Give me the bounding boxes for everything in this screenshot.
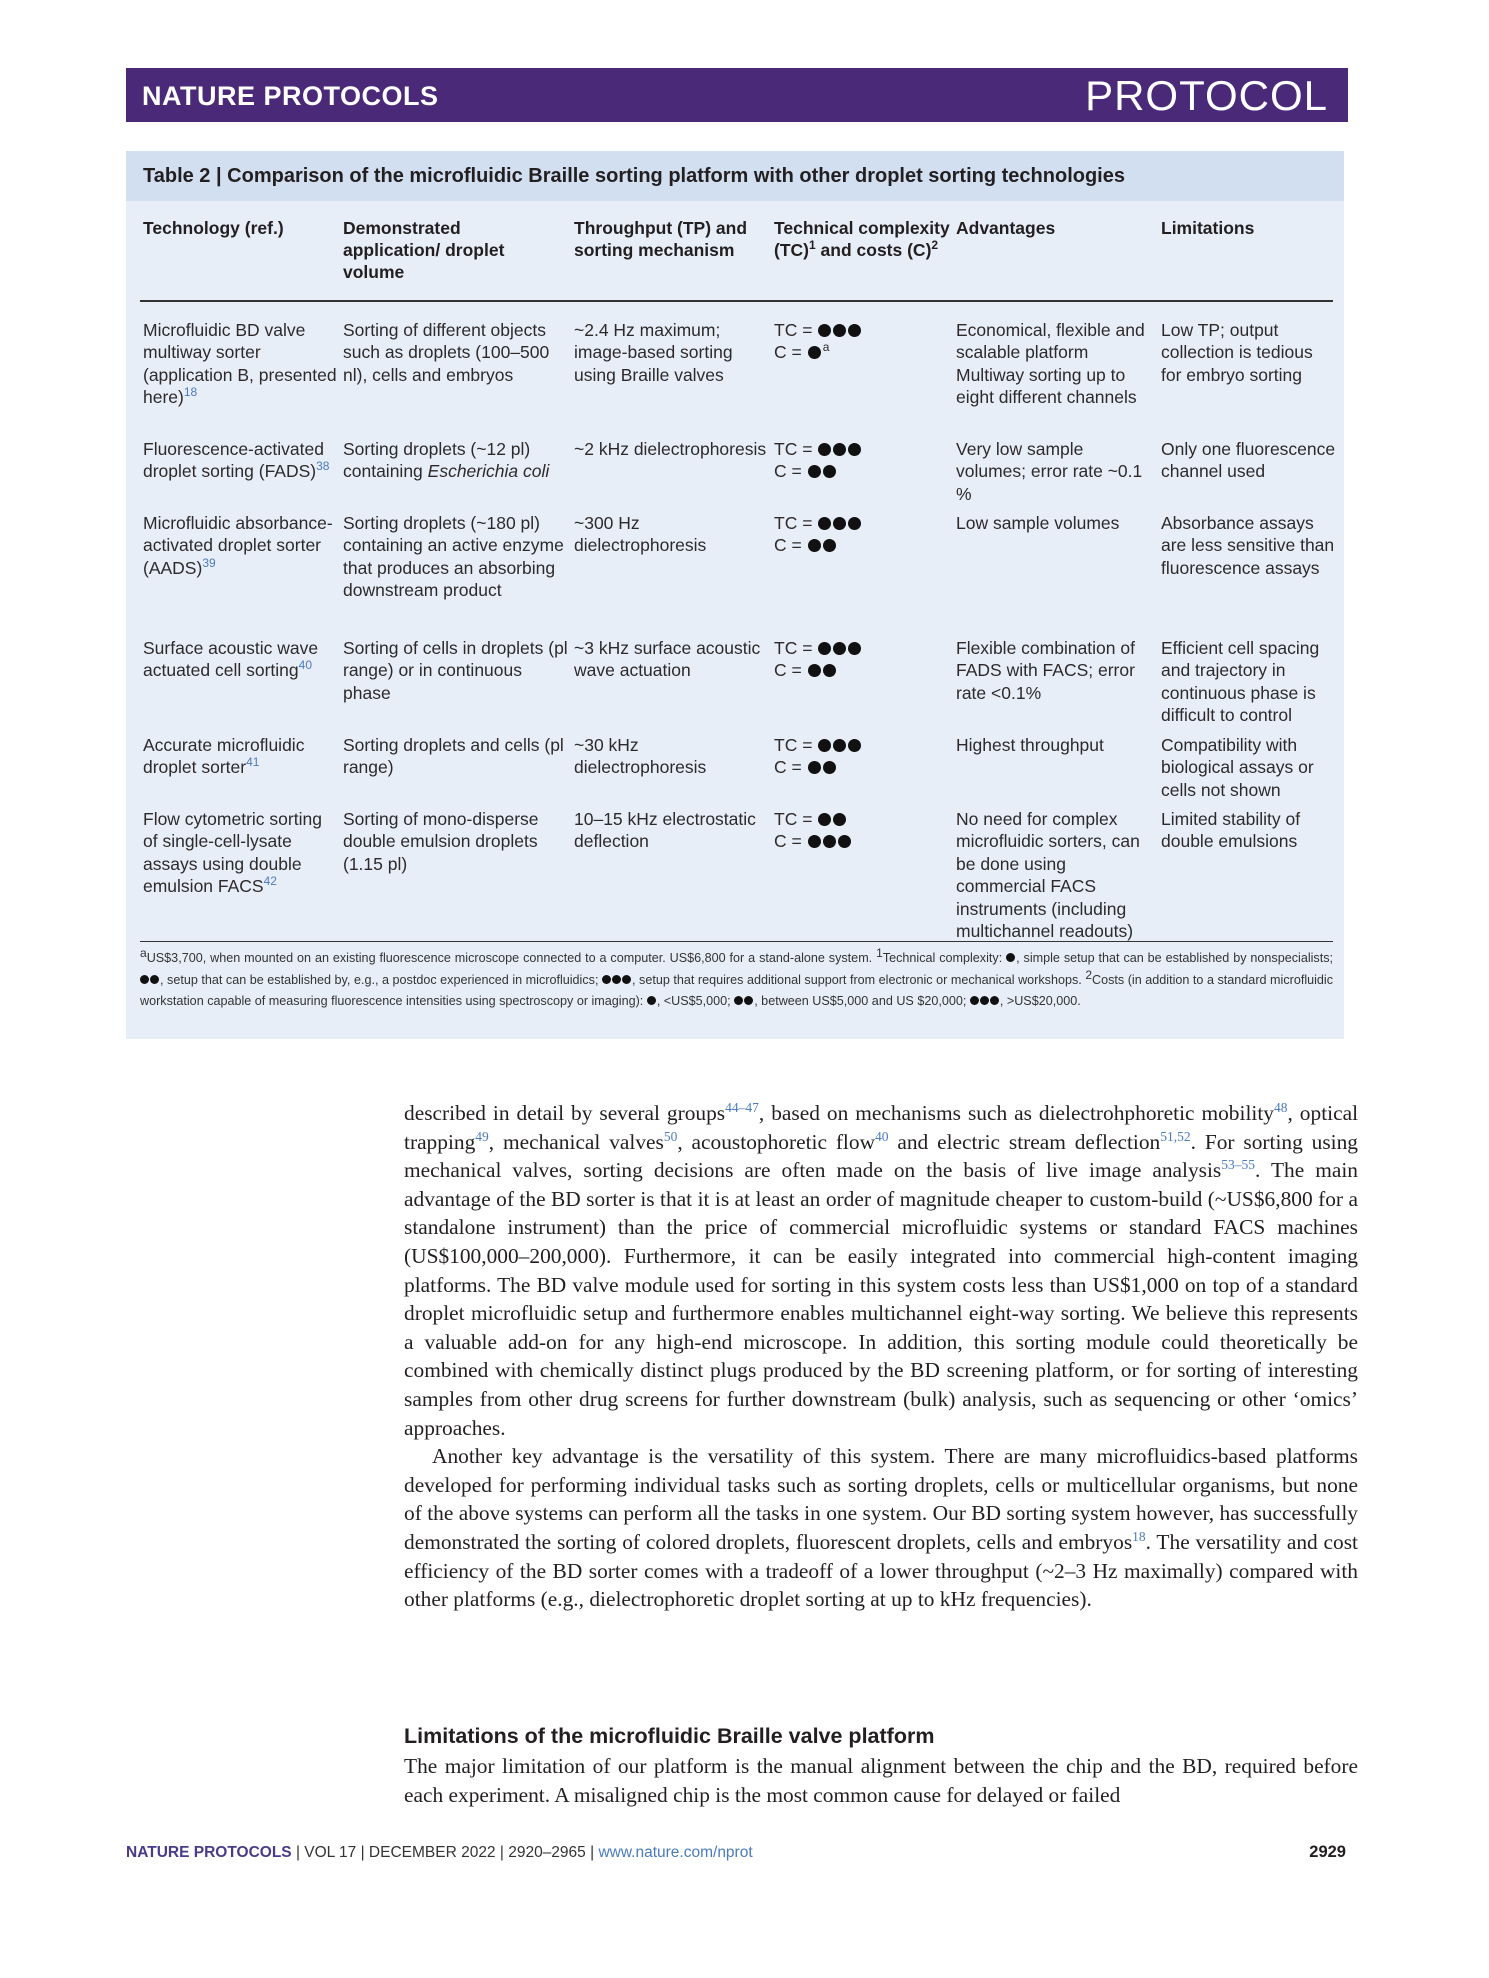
citation: 42 <box>263 874 277 889</box>
table-2 <box>126 151 1344 1039</box>
fn-tc-intro: Technical complexity: <box>882 951 1003 965</box>
citation: 48 <box>1273 1099 1288 1115</box>
citation: 39 <box>202 555 216 570</box>
cell-advantages: Flexible combination of FADS with FACS; error rate <0.1% <box>956 638 1135 703</box>
tc-label: TC = <box>774 735 813 755</box>
col-header-complexity <box>774 217 954 261</box>
tc-label: TC = <box>774 513 813 533</box>
text-run: . For sorting using mechanical valves, sorting decisions are often made on the basis of live image analysis <box>404 1129 1358 1183</box>
tc-label: TC = <box>774 638 813 658</box>
cell-application: Sorting droplets (~180 pl) containing an active enzyme that produces an absorbing downstream product <box>343 513 564 601</box>
dot-icon <box>848 443 861 456</box>
dot-icon <box>848 324 861 337</box>
cell-throughput: ~300 Hz dielectrophoresis <box>574 513 707 556</box>
cell-advantages: Low sample volumes <box>956 513 1120 533</box>
dot-icon <box>823 835 836 848</box>
table-bottom-rule <box>140 941 1333 942</box>
technology-text: Accurate microfluidic droplet sorter <box>143 735 305 778</box>
cell-throughput: 10–15 kHz electrostatic deflection <box>574 809 756 852</box>
fn-tc-1: , simple setup that can be established by nonspecialists; <box>1016 951 1334 965</box>
tc-rating <box>774 438 914 460</box>
dot-icon <box>818 739 831 752</box>
col-header-throughput: Throughput (TP) and sorting mechanism <box>574 218 748 260</box>
dot-icon <box>823 761 836 774</box>
cell-technology <box>143 734 338 779</box>
page-number: 2929 <box>1309 1843 1346 1861</box>
citation: 44–47 <box>725 1099 759 1115</box>
dot-icon <box>838 835 851 848</box>
citation: 38 <box>316 459 330 474</box>
page-footer <box>126 1844 753 1862</box>
cell-advantages: No need for complex microfluidic sorters, can be done using commercial FACS instruments (including multichannel readouts) <box>956 809 1140 942</box>
table-label: Table 2 | <box>143 165 222 187</box>
citation: 18 <box>1132 1528 1146 1544</box>
dot-icon <box>808 835 821 848</box>
cost-rating <box>774 534 914 556</box>
header-sup-2: 2 <box>931 238 939 253</box>
separator: | <box>495 1844 509 1861</box>
cell-limitations: Efficient cell spacing and trajectory in continuous phase is difficult to control <box>1161 638 1320 726</box>
c-label: C = <box>774 831 802 852</box>
dot-icon <box>818 517 831 530</box>
cell-advantages: Very low sample volumes; error rate ~0.1 % <box>956 439 1143 504</box>
dot-icon <box>848 739 861 752</box>
cost-rating <box>774 756 914 778</box>
dot-icon <box>808 761 821 774</box>
paragraph-1 <box>404 1099 1358 1442</box>
cell-throughput: ~2.4 Hz maximum; image-based sorting using Braille valves <box>574 320 733 385</box>
tc-label: TC = <box>774 439 813 459</box>
dot-icon <box>833 517 846 530</box>
cell-throughput: ~30 kHz dielectrophoresis <box>574 735 707 778</box>
fn-tc-3: , setup that requires additional support from electronic or mechanical workshops. <box>632 972 1082 987</box>
dot-icon <box>823 664 836 677</box>
cell-application: Sorting of cells in droplets (pl range) or in continuous phase <box>343 638 568 703</box>
table-caption-bar <box>126 151 1344 201</box>
fn-c-mark: 2 <box>1085 967 1093 982</box>
cell-complexity-cost <box>774 734 914 779</box>
technology-text: Microfluidic absorbance-activated droplet sorter (AADS) <box>143 513 333 578</box>
col-header-complexity-c: and costs (C) <box>820 240 932 260</box>
body-text <box>404 1099 1358 1614</box>
col-header-advantages: Advantages <box>956 218 1056 238</box>
cell-application: Sorting of mono-disperse double emulsion droplets (1.15 pl) <box>343 809 539 874</box>
citation: 50 <box>663 1128 678 1144</box>
cell-technology <box>143 512 338 579</box>
cost-rating <box>774 830 914 852</box>
text-run: , optical trapping <box>404 1101 1359 1154</box>
tc-rating <box>774 734 914 756</box>
journal-name: NATURE PROTOCOLS <box>142 81 439 111</box>
cell-technology <box>143 319 338 409</box>
tc-rating <box>774 319 914 341</box>
journal-header <box>126 68 1348 122</box>
text-run: , acoustophoretic flow <box>677 1129 876 1154</box>
fn-c-1: , <US$5,000; <box>656 994 731 1008</box>
citation: 40 <box>875 1128 889 1144</box>
cell-application <box>343 438 569 483</box>
dot-icon <box>818 642 831 655</box>
text-run: . The versatility and cost efficiency of the BD sorter comes with a tradeoff of a lower throughput (~2–3 Hz maximally) compared with other platforms (e.g., dielectrophoretic droplet sorting at up to kHz frequencies). <box>404 1529 1358 1612</box>
col-header-technology: Technology (ref.) <box>143 218 284 238</box>
dot-icon <box>990 996 999 1005</box>
fn-tc-2: , setup that can be established by, e.g., a postdoc experienced in microfluidics; <box>160 972 599 987</box>
dot-icon <box>744 996 753 1005</box>
paragraph-2 <box>404 1442 1358 1614</box>
fn-a-mark: a <box>140 945 147 960</box>
dot-icon <box>833 813 846 826</box>
cell-application: Sorting droplets and cells (pl range) <box>343 735 564 778</box>
tc-rating <box>774 808 914 830</box>
dot-icon <box>647 996 656 1005</box>
header-sup-1: 1 <box>808 238 816 253</box>
fn-c-intro: Costs (in addition to a standard microfluidic workstation capable of measuring fluorescence intensities using spectroscopy or imaging): <box>140 972 1334 1008</box>
dot-icon <box>833 443 846 456</box>
dot-icon <box>808 346 821 359</box>
table-title: Comparison of the microfluidic Braille sorting platform with other droplet sorting technologies <box>227 165 1125 187</box>
technology-text: Microfluidic BD valve multiway sorter (application B, presented here) <box>143 320 337 408</box>
footer-date: DECEMBER 2022 <box>368 1844 496 1861</box>
dot-icon <box>823 465 836 478</box>
footer-volume: VOL 17 <box>304 1844 357 1861</box>
col-header-application: Demonstrated application/ droplet volume <box>343 218 505 282</box>
c-label: C = <box>774 757 802 778</box>
dot-icon <box>808 465 821 478</box>
col-header-limitations: Limitations <box>1161 218 1255 238</box>
footer-url[interactable]: www.nature.com/nprot <box>598 1844 753 1861</box>
text-run: . The main advantage of the BD sorter is that it is at least an order of magnitude cheaper to custom-build (~US$6,800 for a standalone instrument) than the price of commercial microfluidic systems or standard FACS machines (US$100,000–200,000). Furthermore, it can be easily integrated into commercial high-content imaging platforms. The BD valve module used for sorting in this system costs less than US$1,000 on top of a standard droplet microfluidic setup and furthermore enables multichannel eight-way sorting. We believe this represents a valuable add-on for any high-end microscope. In addition, this sorting module could theoretically be combined with chemically distinct plugs produced by the BD screening platform, or for sorting of interesting samples from other drug screens for further downstream (bulk) analysis, such as sequencing or other ‘omics’ approaches. <box>404 1158 1358 1440</box>
paragraph-3 <box>404 1752 1358 1809</box>
section-heading: Limitations of the microfluidic Braille valve platform <box>404 1724 935 1748</box>
fn-tc-mark: 1 <box>876 945 883 960</box>
table-header-rule <box>140 300 1333 302</box>
text-run: described in detail by several groups <box>404 1101 726 1125</box>
text-run: The major limitation of our platform is the manual alignment between the chip and the BD, required before each experiment. A misaligned chip is the most common cause for delayed or failed <box>404 1754 1358 1807</box>
table-caption <box>143 165 1125 188</box>
dot-icon <box>808 539 821 552</box>
table-footnote <box>140 945 1334 1013</box>
fn-a-text: US$3,700, when mounted on an existing fluorescence microscope connected to a computer. US$6,800 for a stand-alone system. <box>146 951 873 965</box>
cell-throughput: ~2 kHz dielectrophoresis <box>574 439 767 459</box>
dot-icon <box>833 324 846 337</box>
dot-icon <box>818 813 831 826</box>
cell-advantages: Economical, flexible and scalable platform Multiway sorting up to eight different channels <box>956 320 1145 408</box>
footer-pages: 2920–2965 <box>508 1844 586 1861</box>
dot-icon <box>622 975 631 984</box>
citation: 49 <box>475 1128 489 1144</box>
dot-icon <box>970 996 979 1005</box>
citation: 41 <box>246 755 260 770</box>
technology-text: Surface acoustic wave actuated cell sorting <box>143 638 319 681</box>
cell-complexity-cost <box>774 512 914 557</box>
cell-throughput: ~3 kHz surface acoustic wave actuation <box>574 638 761 681</box>
tc-rating <box>774 512 914 534</box>
fn-c-2: , between US$5,000 and US $20,000; <box>754 994 967 1008</box>
dot-icon <box>833 739 846 752</box>
c-label: C = <box>774 461 802 482</box>
cell-technology <box>143 637 338 682</box>
dot-icon <box>150 975 159 984</box>
dot-icon <box>818 324 831 337</box>
dot-icon <box>833 642 846 655</box>
separator: | <box>356 1844 369 1861</box>
col-header-complexity-tc: Technical complexity (TC) <box>774 218 950 260</box>
text-run: , mechanical valves <box>488 1129 664 1154</box>
cell-complexity-cost <box>774 808 914 853</box>
cell-limitations: Limited stability of double emulsions <box>1161 809 1301 852</box>
dot-icon <box>1006 953 1015 962</box>
separator: | <box>291 1844 305 1861</box>
dot-icon <box>734 996 743 1005</box>
dot-icon <box>980 996 989 1005</box>
dot-icon <box>612 975 621 984</box>
dot-icon <box>823 539 836 552</box>
cell-advantages: Highest throughput <box>956 735 1104 755</box>
article-type: PROTOCOL <box>1085 72 1328 119</box>
text-run: and electric stream deflection <box>888 1129 1161 1154</box>
organism-name: Escherichia coli <box>427 461 550 482</box>
cost-rating <box>774 341 914 363</box>
cell-technology <box>143 438 338 483</box>
footer-journal: NATURE PROTOCOLS <box>126 1844 292 1861</box>
cell-limitations: Absorbance assays are less sensitive than fluorescence assays <box>1161 513 1335 578</box>
tc-label: TC = <box>774 320 813 340</box>
separator: | <box>585 1844 599 1861</box>
dot-icon <box>602 975 611 984</box>
text-run: Another key advantage is the versatility of this system. There are many microfluidics-based platforms developed for performing individual tasks such as sorting droplets, cells or multicellular organisms, but none of the above systems can perform all the tasks in one system. Our BD sorting system however, has successfully demonstrated the sorting of colored droplets, fluorescent droplets, cells and embryos <box>404 1444 1358 1554</box>
cell-complexity-cost <box>774 637 914 682</box>
text-run: , based on mechanisms such as dielectrohphoretic mobility <box>758 1101 1274 1125</box>
technology-text: Flow cytometric sorting of single-cell-lysate assays using double emulsion FACS <box>143 809 322 897</box>
cell-complexity-cost <box>774 438 914 483</box>
cell-application: Sorting of different objects such as droplets (100–500 nl), cells and embryos <box>343 320 550 385</box>
c-label: C = <box>774 342 802 363</box>
c-label: C = <box>774 660 802 681</box>
c-label: C = <box>774 535 802 556</box>
cell-complexity-cost <box>774 319 914 364</box>
cost-rating <box>774 659 914 681</box>
cell-limitations: Only one fluorescence channel used <box>1161 439 1336 482</box>
dot-icon <box>808 664 821 677</box>
technology-text: Fluorescence-activated droplet sorting (FADS) <box>143 439 324 482</box>
dot-icon <box>140 975 149 984</box>
application-text: Sorting droplets (~12 pl) containing <box>343 439 531 482</box>
dot-icon <box>818 443 831 456</box>
tc-rating <box>774 637 914 659</box>
fn-c-3: , >US$20,000. <box>999 994 1081 1008</box>
tc-label: TC = <box>774 809 813 829</box>
citation: 18 <box>183 385 198 400</box>
cost-rating <box>774 460 914 482</box>
citation: 53–55 <box>1221 1157 1255 1173</box>
dot-icon <box>848 517 861 530</box>
citation: 51,52 <box>1160 1128 1191 1144</box>
cell-limitations: Compatibility with biological assays or cells not shown <box>1161 735 1314 800</box>
cell-limitations: Low TP; output collection is tedious for embryo sorting <box>1161 320 1313 385</box>
citation: 40 <box>298 658 313 673</box>
cost-note-mark: a <box>822 340 830 355</box>
dot-icon <box>848 642 861 655</box>
cell-technology <box>143 808 338 898</box>
